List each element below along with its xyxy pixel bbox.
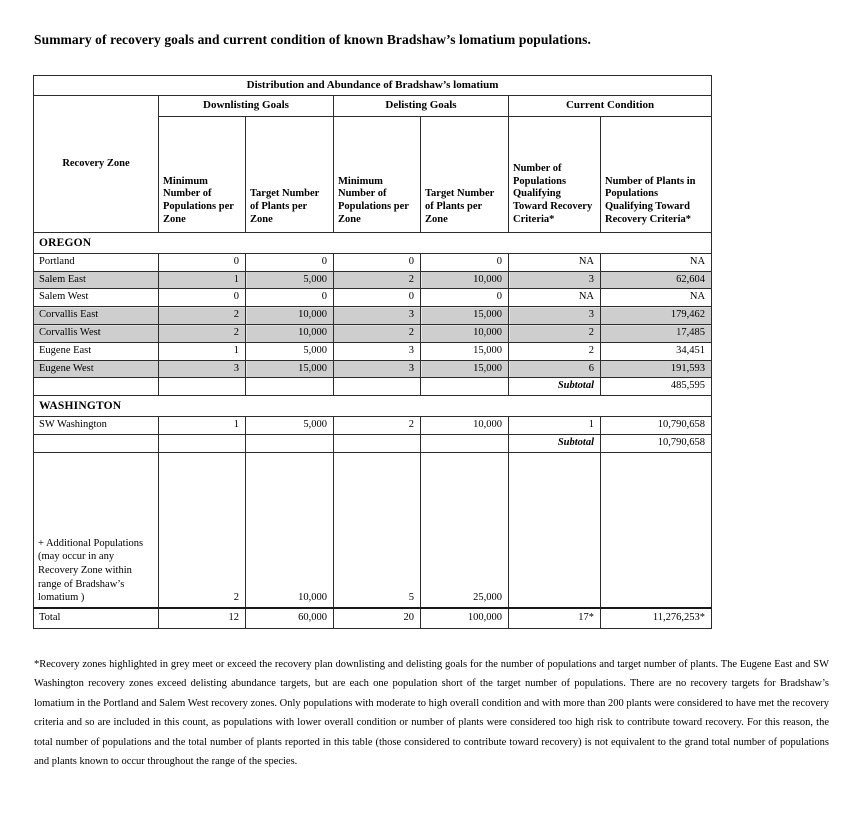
total-value: 20 bbox=[334, 608, 421, 628]
cell-value: 10,000 bbox=[246, 452, 334, 608]
cell-value: 10,790,658 bbox=[601, 417, 712, 435]
zone-label: Eugene West bbox=[34, 360, 159, 378]
column-header-recovery-zone: Recovery Zone bbox=[34, 96, 159, 232]
group-header-delisting: Delisting Goals bbox=[334, 96, 509, 116]
cell-value: 3 bbox=[509, 307, 601, 325]
cell-value: 0 bbox=[421, 253, 509, 271]
cell-value: 15,000 bbox=[421, 342, 509, 360]
empty-cell bbox=[34, 378, 159, 396]
total-value: 60,000 bbox=[246, 608, 334, 628]
empty-cell bbox=[334, 378, 421, 396]
total-row bbox=[34, 608, 712, 628]
table-row-highlighted bbox=[34, 325, 712, 343]
cell-value: 10,000 bbox=[421, 325, 509, 343]
additional-populations-text: + Additional Populations (may occur in any Recovery Zone within range of Bradshaw’s lomatium ) bbox=[38, 537, 144, 604]
cell-value: 191,593 bbox=[601, 360, 712, 378]
cell-value: 10,000 bbox=[246, 307, 334, 325]
cell-value: 3 bbox=[334, 307, 421, 325]
zone-label: SW Washington bbox=[34, 417, 159, 435]
cell-value: 15,000 bbox=[246, 360, 334, 378]
table-row bbox=[34, 342, 712, 360]
cell-value: NA bbox=[601, 289, 712, 307]
cell-value: 10,000 bbox=[421, 417, 509, 435]
cell-value: 2 bbox=[509, 325, 601, 343]
zone-label: Corvallis West bbox=[34, 325, 159, 343]
cell-value: 1 bbox=[159, 271, 246, 289]
total-value: 100,000 bbox=[421, 608, 509, 628]
cell-value: 3 bbox=[334, 342, 421, 360]
group-header-current-condition: Current Condition bbox=[509, 96, 712, 116]
cell-value: 34,451 bbox=[601, 342, 712, 360]
subtotal-row-oregon bbox=[34, 378, 712, 396]
cell-value: 2 bbox=[334, 325, 421, 343]
cell-value: 2 bbox=[509, 342, 601, 360]
cell-value: 3 bbox=[159, 360, 246, 378]
cell-value: 6 bbox=[509, 360, 601, 378]
cell-value: 5,000 bbox=[246, 342, 334, 360]
cell-value: 0 bbox=[334, 289, 421, 307]
additional-populations-row bbox=[34, 452, 712, 608]
column-header-target-plants-delist: Target Number of Plants per Zone bbox=[421, 116, 509, 232]
table-banner-row bbox=[34, 76, 712, 96]
cell-value: 3 bbox=[334, 360, 421, 378]
cell-value: NA bbox=[601, 253, 712, 271]
subtotal-label: Subtotal bbox=[509, 435, 601, 453]
empty-cell bbox=[246, 435, 334, 453]
column-header-pop-qualifying: Number of Populations Qualifying Toward Recovery Criteria* bbox=[509, 116, 601, 232]
state-header-oregon: OREGON bbox=[34, 232, 712, 253]
empty-cell bbox=[159, 378, 246, 396]
state-header-row bbox=[34, 232, 712, 253]
table-footnote: *Recovery zones highlighted in grey meet or exceed the recovery plan downlisting and delisting goals for the number of populations and target number of plants. The Eugene East and SW Washington recovery zones exceed delisting abundance targets, but are each one population short of the target number of populations. There are no recovery targets for Bradshaw’s lomatium in the Portland and Salem West recovery zones. Only populations with moderate to high overall condition and with more than 200 plants were considered to have met the recovery criteria and so are included in this count, as populations with lower overall condition or number of plants were considered too high risk to contribute toward recovery. For this reason, the total number of populations and the total number of plants reported in this table (those considered to contribute toward recovery) is not equivalent to the grand total number of populations and plants known to occur throughout the range of the species. bbox=[34, 659, 830, 768]
empty-cell bbox=[334, 435, 421, 453]
cell-value: 15,000 bbox=[421, 360, 509, 378]
cell-value: 2 bbox=[159, 307, 246, 325]
table-row bbox=[34, 417, 712, 435]
cell-value bbox=[601, 452, 712, 608]
additional-populations-label bbox=[34, 452, 159, 608]
subtotal-value: 485,595 bbox=[601, 378, 712, 396]
column-header-min-pop-downlist: Minimum Number of Populations per Zone bbox=[159, 116, 246, 232]
cell-value: 62,604 bbox=[601, 271, 712, 289]
cell-value: NA bbox=[509, 289, 601, 307]
cell-value: 5,000 bbox=[246, 271, 334, 289]
cell-value: 2 bbox=[159, 325, 246, 343]
cell-value: 5 bbox=[334, 452, 421, 608]
table-row-highlighted bbox=[34, 360, 712, 378]
state-header-washington: WASHINGTON bbox=[34, 396, 712, 417]
cell-value: 1 bbox=[159, 342, 246, 360]
cell-value: 0 bbox=[246, 289, 334, 307]
table-row-highlighted bbox=[34, 307, 712, 325]
zone-label: Salem West bbox=[34, 289, 159, 307]
cell-value: 1 bbox=[159, 417, 246, 435]
cell-value: 10,000 bbox=[246, 325, 334, 343]
subtotal-label: Subtotal bbox=[509, 378, 601, 396]
zone-label: Salem East bbox=[34, 271, 159, 289]
table-banner: Distribution and Abundance of Bradshaw’s lomatium bbox=[34, 76, 712, 96]
cell-value: 0 bbox=[421, 289, 509, 307]
total-value: 12 bbox=[159, 608, 246, 628]
column-header-min-pop-delist: Minimum Number of Populations per Zone bbox=[334, 116, 421, 232]
group-header-row bbox=[34, 96, 712, 116]
cell-value: 3 bbox=[509, 271, 601, 289]
group-header-downlisting: Downlisting Goals bbox=[159, 96, 334, 116]
state-header-row bbox=[34, 396, 712, 417]
cell-value: 0 bbox=[159, 289, 246, 307]
empty-cell bbox=[159, 435, 246, 453]
cell-value: 2 bbox=[334, 271, 421, 289]
recovery-goals-table bbox=[33, 75, 712, 629]
cell-value: 17,485 bbox=[601, 325, 712, 343]
cell-value bbox=[509, 452, 601, 608]
subtotal-row-washington bbox=[34, 435, 712, 453]
zone-label: Portland bbox=[34, 253, 159, 271]
cell-value: 0 bbox=[334, 253, 421, 271]
zone-label: Corvallis East bbox=[34, 307, 159, 325]
zone-label: Eugene East bbox=[34, 342, 159, 360]
cell-value: NA bbox=[509, 253, 601, 271]
empty-cell bbox=[421, 378, 509, 396]
cell-value: 15,000 bbox=[421, 307, 509, 325]
total-label: Total bbox=[34, 608, 159, 628]
page-title: Summary of recovery goals and current condition of known Bradshaw’s lomatium populations. bbox=[34, 32, 591, 47]
table-row bbox=[34, 289, 712, 307]
column-header-target-plants-downlist: Target Number of Plants per Zone bbox=[246, 116, 334, 232]
cell-value: 2 bbox=[159, 452, 246, 608]
cell-value: 2 bbox=[334, 417, 421, 435]
subtotal-value: 10,790,658 bbox=[601, 435, 712, 453]
cell-value: 0 bbox=[159, 253, 246, 271]
total-value: 11,276,253* bbox=[601, 608, 712, 628]
cell-value: 179,462 bbox=[601, 307, 712, 325]
total-value: 17* bbox=[509, 608, 601, 628]
cell-value: 5,000 bbox=[246, 417, 334, 435]
empty-cell bbox=[421, 435, 509, 453]
cell-value: 1 bbox=[509, 417, 601, 435]
column-header-plants-qualifying: Number of Plants in Populations Qualifying Toward Recovery Criteria* bbox=[601, 116, 712, 232]
cell-value: 0 bbox=[246, 253, 334, 271]
empty-cell bbox=[34, 435, 159, 453]
table-row bbox=[34, 253, 712, 271]
cell-value: 25,000 bbox=[421, 452, 509, 608]
table-row-highlighted bbox=[34, 271, 712, 289]
cell-value: 10,000 bbox=[421, 271, 509, 289]
empty-cell bbox=[246, 378, 334, 396]
